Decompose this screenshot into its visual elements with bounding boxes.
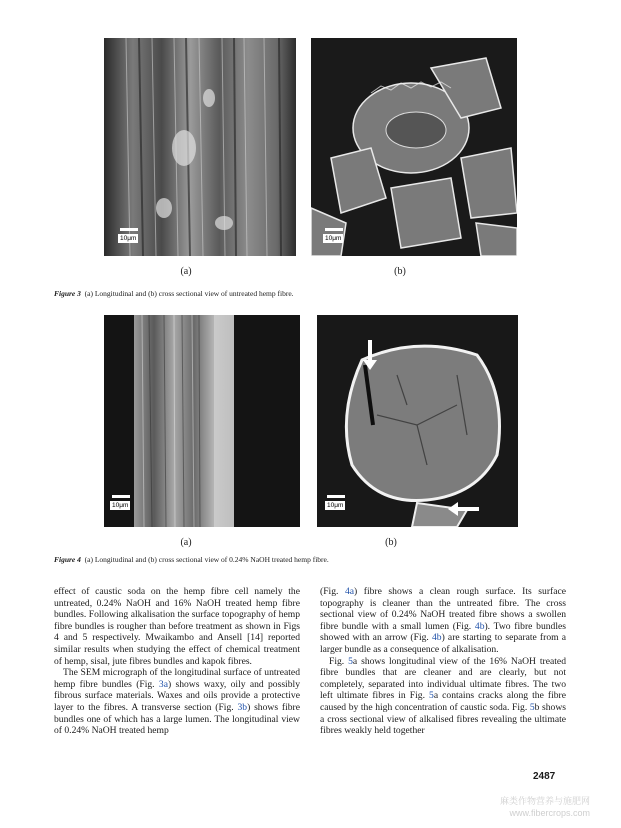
fig-ref-link[interactable]: 4a	[344, 586, 355, 597]
fig4a-sem-image	[104, 315, 300, 527]
right-paragraph-2: Fig. 5a shows longitudinal view of the 16% NaOH treated fibre bundles that are cleaner and are clearly, but not completely, separated into individual ultimate fibres. The two left ultimate fibres in Fig. 5a contains cracks along the fibre caused by the high concentration of caustic soda. Fig. 5b shows a cross sectional view of alkalised fibres revealing the ultimate fibres weakly held together	[320, 655, 567, 737]
fig4b-panel-label: (b)	[385, 537, 397, 548]
fig3b-sem-image	[311, 38, 517, 256]
fig4b-scale-label: 10μm	[327, 502, 344, 509]
fig3a-panel-label: (a)	[180, 266, 192, 277]
figure3-caption-text: (a) Longitudinal and (b) cross sectional view of untreated hemp fibre.	[84, 289, 294, 298]
figure4-caption-text: (a) Longitudinal and (b) cross sectional view of 0.24% NaOH treated hemp fibre.	[84, 555, 329, 564]
watermark-line-1: 麻类作物营养与施肥网	[500, 796, 591, 806]
fig3b-scale-label: 10μm	[325, 235, 342, 242]
left-paragraph-2: The SEM micrograph of the longitudinal surface of untreated hemp fibre bundles (Fig. 3a) shows waxy, oily and possibly fibrous surface materials. Waxes and oils provide a protective layer to the fibres. A transverse section (Fig. 3b) shows fibre bundles one of which has a large lumen. The longitudinal view of 0.24% NaOH treated hemp	[54, 667, 300, 737]
fig3a-scale-label: 10μm	[120, 235, 137, 242]
fig-ref-link[interactable]: 4b	[431, 632, 442, 644]
figure3-caption	[54, 289, 294, 299]
fig-ref-link[interactable]: 3a	[158, 678, 168, 690]
watermark-line-2: www.fibercrops.com	[509, 808, 591, 818]
fig4a-panel-label: (a)	[180, 537, 192, 548]
fig-ref-link[interactable]: 5	[348, 655, 353, 667]
left-column	[54, 586, 300, 737]
fig-ref-link[interactable]: 5	[529, 701, 535, 713]
fig-ref-link[interactable]: 4b	[474, 620, 485, 632]
fig3a-sem-image	[104, 38, 296, 256]
fig-ref-link[interactable]: 5	[429, 690, 434, 702]
fig-ref-link[interactable]: 3b	[237, 701, 248, 713]
fig4b-sem-image	[317, 315, 518, 527]
figure4-caption	[54, 555, 329, 565]
figure3-caption-prefix: Figure 3	[54, 289, 81, 298]
page-number: 2487	[533, 771, 556, 782]
figure4-caption-prefix: Figure 4	[54, 555, 81, 564]
right-paragraph-1: (Fig. 4a) fibre shows a clean rough surface. Its surface topography is cleaner than the untreated fibre. The cross sectional view of 0.24% NaOH treated fibre shows a swollen fibre bundle with a small lumen (Fig. 4b). Two fibre bundles showed with an arrow (Fig. 4b) are starting to separate from a larger bundle as a consequence of alkalisation.	[320, 586, 566, 655]
right-column	[320, 586, 566, 737]
fig3b-panel-label: (b)	[394, 266, 406, 277]
left-paragraph-1: effect of caustic soda on the hemp fibre cell namely the untreated, 0.24% NaOH and 16% NaOH treated hemp fibre bundles. Following alkalisation the surface topography of hemp fibre bundles is rougher than before treatment as shown in Figs 4 and 5 respectively. Mwaikambo and Ansell [14] reported similar results when studying the effect of chemical treatment of hemp, sisal, jute fibres bundles and kapok fibres.	[54, 586, 300, 667]
watermark	[500, 795, 590, 819]
fig4a-scale-label: 10μm	[112, 502, 129, 509]
